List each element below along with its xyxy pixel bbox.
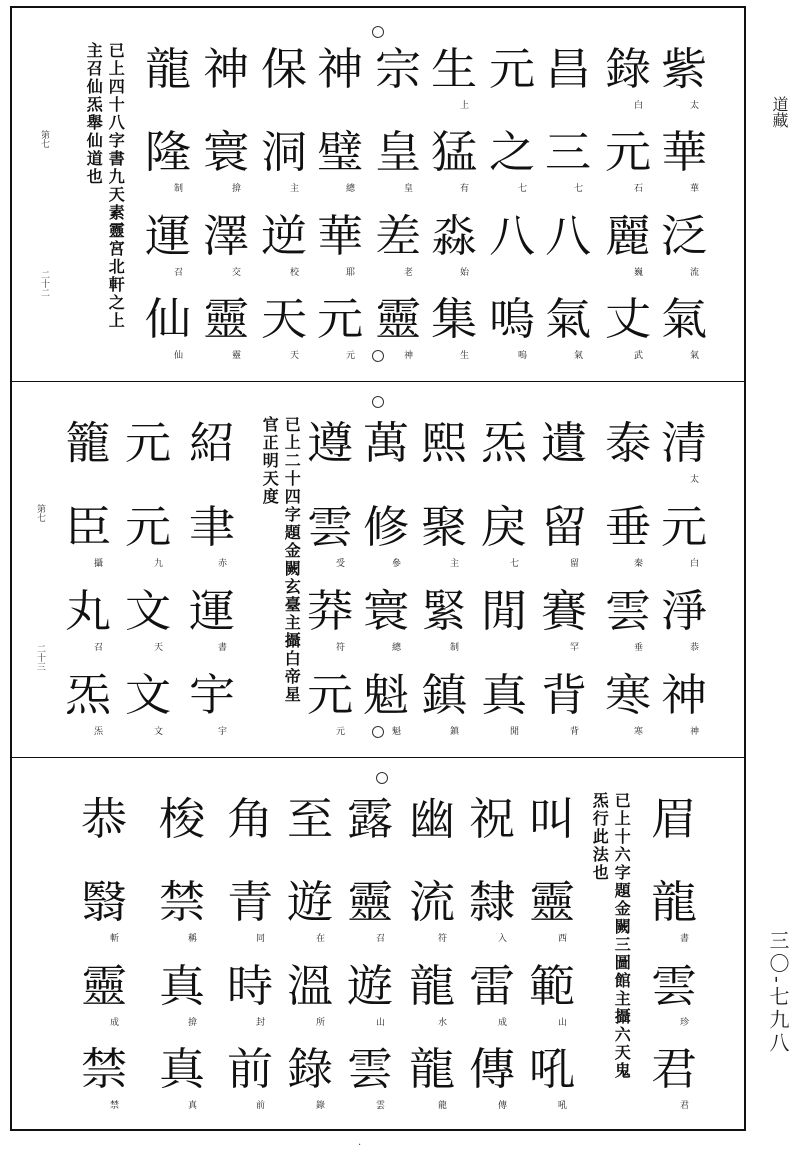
gloss-annotation: 珍: [680, 1017, 690, 1028]
seal-character: 差: [374, 210, 420, 262]
seal-column: [484, 28, 538, 362]
seal-column: [140, 28, 194, 362]
seal-character: 猛: [430, 127, 476, 179]
gloss-annotation: 靈: [232, 351, 242, 361]
seal-character: 寰: [202, 127, 248, 179]
seal-column: [370, 28, 424, 362]
gloss-annotation: 符: [438, 934, 448, 944]
gloss-annotation: 同: [256, 934, 266, 944]
seal-column: [184, 402, 238, 738]
seal-character: 淼: [430, 210, 476, 262]
seal-character: 祝: [468, 793, 514, 845]
seal-character: 叫: [528, 793, 574, 845]
seal-column: [76, 778, 130, 1112]
seal-character: 雲: [650, 960, 696, 1012]
gloss-annotation: 校: [290, 267, 300, 278]
seal-character: 溫: [286, 960, 332, 1012]
gloss-annotation: 恭: [690, 643, 700, 653]
seal-character: 傳: [468, 1044, 514, 1096]
page-number: 三〇‐七九八: [766, 930, 790, 1055]
gloss-annotation: 參: [392, 559, 402, 569]
caption-note: 已上四十八字書九天素靈宮北軒之上: [106, 42, 126, 330]
seal-character: 華: [660, 127, 706, 179]
seal-character: 集: [430, 294, 476, 346]
seal-character: 錄: [286, 1044, 332, 1096]
seal-character: 宗: [374, 43, 420, 95]
seal-character: 幽: [408, 793, 454, 845]
gloss-annotation: 總: [392, 643, 402, 653]
gloss-annotation: 水: [438, 1017, 448, 1028]
seal-character: 靈: [528, 877, 574, 929]
gloss-annotation: 元: [346, 351, 356, 361]
gloss-annotation: 稱: [188, 934, 198, 944]
seal-character: 之: [488, 127, 534, 179]
seal-character: 龍: [144, 43, 190, 95]
seal-character: 流: [408, 877, 454, 929]
seal-character: 元: [660, 502, 706, 553]
seal-character: 寰: [362, 586, 408, 637]
gloss-annotation: 鎮: [450, 727, 460, 737]
gloss-annotation: 制: [174, 184, 184, 194]
seal-column: [222, 778, 276, 1112]
gloss-annotation: 封: [256, 1017, 266, 1028]
seal-character: 澤: [202, 210, 248, 262]
seal-column: [646, 778, 700, 1112]
gloss-annotation: 交: [232, 267, 242, 278]
gloss-annotation: 雲: [376, 1101, 386, 1111]
seal-character: 遺: [540, 418, 586, 469]
seal-character: 丸: [64, 586, 110, 637]
gloss-annotation: 氣: [574, 351, 584, 361]
seal-character: 籠: [64, 418, 110, 469]
gloss-annotation: 赤: [218, 559, 228, 569]
folio-mark: 第七: [35, 504, 45, 522]
gloss-annotation: 上: [460, 100, 470, 111]
seal-character: 丈: [604, 294, 650, 346]
gloss-annotation: 七: [574, 184, 584, 194]
seal-character: 恭: [80, 793, 126, 845]
gloss-annotation: 流: [690, 267, 700, 278]
gloss-annotation: 召: [94, 643, 104, 653]
gloss-annotation: 西: [558, 934, 568, 944]
seal-character: 璧: [316, 127, 362, 179]
gloss-annotation: 背: [570, 727, 580, 737]
seal-character: 紹: [188, 418, 234, 469]
gloss-annotation: 宇: [218, 727, 228, 737]
seal-character: 臣: [64, 502, 110, 553]
gloss-annotation: 山: [558, 1017, 568, 1028]
seal-character: 保: [260, 43, 306, 95]
seal-character: 運: [144, 210, 190, 262]
gloss-annotation: 嗚: [518, 351, 528, 361]
gloss-annotation: 華: [690, 184, 700, 194]
seal-character: 天: [260, 294, 306, 346]
seal-character: 寒: [604, 670, 650, 721]
seal-character: 雲: [306, 502, 352, 553]
seal-character: 修: [362, 502, 408, 553]
seal-column: [524, 778, 578, 1112]
seal-character: 範: [528, 960, 574, 1012]
seal-character: 運: [188, 586, 234, 637]
seal-character: 禁: [80, 1044, 126, 1096]
seal-character: 洞: [260, 127, 306, 179]
seal-column: [120, 402, 174, 738]
seal-character: 元: [124, 502, 170, 553]
seal-character: 紫: [660, 43, 706, 95]
seal-character: 龍: [650, 877, 696, 929]
seal-column: [540, 28, 594, 362]
seal-character: 角: [226, 793, 272, 845]
seal-character: 時: [226, 960, 272, 1012]
gloss-annotation: 七: [518, 184, 528, 194]
seal-character: 炁: [64, 670, 110, 721]
seal-character: 靈: [80, 960, 126, 1012]
seal-character: 三: [544, 127, 590, 179]
seal-character: 眉: [650, 793, 696, 845]
gloss-annotation: 老: [404, 267, 414, 278]
caption-note: 主召仙炁舉仙道也: [84, 42, 104, 186]
seal-character: 昌: [544, 43, 590, 95]
folio-mark: 二十二: [39, 270, 49, 297]
seal-character: 神: [660, 670, 706, 721]
seal-character: 華: [316, 210, 362, 262]
seal-character: 神: [202, 43, 248, 95]
gloss-annotation: 神: [404, 351, 414, 361]
seal-column: [302, 402, 356, 738]
seal-column: [416, 402, 470, 738]
seal-character: 萬: [362, 418, 408, 469]
seal-column: [282, 778, 336, 1112]
seal-character: 聚: [420, 502, 466, 553]
seal-character: 清: [660, 418, 706, 469]
gloss-annotation: 垂: [634, 643, 644, 653]
gloss-annotation: 禁: [110, 1101, 120, 1111]
seal-character: 戾: [480, 502, 526, 553]
gloss-annotation: 天: [290, 351, 300, 361]
seal-character: 元: [488, 43, 534, 95]
seal-character: 真: [480, 670, 526, 721]
folio-mark: 二十三: [35, 644, 45, 671]
seal-character: 靈: [346, 877, 392, 929]
seal-character: 宇: [188, 670, 234, 721]
gloss-annotation: 山: [376, 1017, 386, 1028]
seal-character: 垂: [604, 502, 650, 553]
seal-character: 賽: [540, 586, 586, 637]
gloss-annotation: 龍: [438, 1101, 448, 1111]
seal-character: 翳: [80, 877, 126, 929]
seal-character: 文: [124, 586, 170, 637]
seal-character: 錄: [604, 43, 650, 95]
gloss-annotation: 成: [498, 1017, 508, 1028]
gloss-annotation: 白: [690, 559, 700, 569]
seal-character: 隸: [468, 877, 514, 929]
seal-character: 雲: [346, 1044, 392, 1096]
seal-character: 八: [544, 210, 590, 262]
gloss-annotation: 書: [218, 643, 228, 653]
gloss-annotation: 七: [510, 559, 520, 569]
gloss-annotation: 書: [680, 934, 690, 944]
seal-column: [656, 402, 710, 738]
section-2: [12, 384, 744, 756]
gloss-annotation: 白: [634, 100, 644, 111]
gloss-annotation: 制: [450, 643, 460, 653]
gloss-annotation: 攝: [94, 559, 104, 569]
seal-character: 淨: [660, 586, 706, 637]
seal-character: 真: [158, 1044, 204, 1096]
gloss-annotation: 召: [174, 267, 184, 278]
seal-column: [358, 402, 412, 738]
seal-column: [476, 402, 530, 738]
seal-column: [60, 402, 114, 738]
seal-column: [656, 28, 710, 362]
seal-character: 元: [604, 127, 650, 179]
gloss-annotation: 揜: [188, 1017, 198, 1028]
gloss-annotation: 魁: [392, 727, 402, 737]
gloss-annotation: 主: [450, 559, 460, 569]
seal-character: 緊: [420, 586, 466, 637]
seal-character: 前: [226, 1044, 272, 1096]
seal-character: 文: [124, 670, 170, 721]
gloss-annotation: 生: [460, 351, 470, 361]
seal-character: 神: [316, 43, 362, 95]
seal-column: [342, 778, 396, 1112]
seal-character: 龍: [408, 960, 454, 1012]
section-3: [12, 760, 744, 1130]
seal-character: 氣: [660, 294, 706, 346]
seal-column: [536, 402, 590, 738]
seal-column: [464, 778, 518, 1112]
gloss-annotation: 神: [690, 727, 700, 737]
gloss-annotation: 真: [188, 1101, 198, 1111]
seal-character: 元: [316, 294, 362, 346]
seal-column: [600, 402, 654, 738]
seal-character: 禁: [158, 877, 204, 929]
seal-character: 熙: [420, 418, 466, 469]
gloss-annotation: 皇: [404, 184, 414, 194]
gloss-annotation: 寒: [634, 727, 644, 737]
gloss-annotation: 總: [346, 184, 356, 194]
seal-character: 閒: [480, 586, 526, 637]
seal-character: 露: [346, 793, 392, 845]
gloss-annotation: 前: [256, 1101, 266, 1111]
gloss-annotation: 耶: [346, 267, 356, 278]
gloss-annotation: 成: [110, 1017, 120, 1028]
collection-title: 道藏: [770, 96, 789, 128]
gloss-annotation: 揜: [232, 184, 242, 194]
seal-character: 莽: [306, 586, 352, 637]
seal-column: [256, 28, 310, 362]
gloss-annotation: 秦: [634, 559, 644, 569]
folio-mark: 第七: [39, 130, 49, 148]
caption-note: 官正明天度: [260, 416, 280, 506]
seal-character: 遵: [306, 418, 352, 469]
seal-character: 青: [226, 877, 272, 929]
gloss-annotation: 君: [680, 1101, 690, 1111]
seal-character: 君: [650, 1044, 696, 1096]
seal-character: 皇: [374, 127, 420, 179]
seal-character: 梭: [158, 793, 204, 845]
gloss-annotation: 有: [460, 184, 470, 194]
seal-character: 泛: [660, 210, 706, 262]
gloss-annotation: 主: [290, 184, 300, 194]
section-1: [12, 10, 744, 380]
seal-character: 炁: [480, 418, 526, 469]
seal-character: 隆: [144, 127, 190, 179]
gloss-annotation: 留: [570, 559, 580, 569]
gloss-annotation: 吼: [558, 1101, 568, 1111]
caption-note: 炁行此法也: [590, 792, 610, 882]
gloss-annotation: 符: [336, 643, 346, 653]
caption-note: 已上十六字題金闕三圖館主攝六天鬼: [612, 792, 632, 1080]
bottom-mark: ·: [358, 1140, 362, 1151]
gloss-annotation: 天: [154, 643, 164, 653]
seal-character: 龍: [408, 1044, 454, 1096]
seal-character: 真: [158, 960, 204, 1012]
seal-column: [426, 28, 480, 362]
gloss-annotation: 入: [498, 934, 508, 944]
gloss-annotation: 炁: [94, 727, 104, 737]
gloss-annotation: 巍: [634, 267, 644, 278]
seal-character: 鎮: [420, 670, 466, 721]
seal-character: 嗚: [488, 294, 534, 346]
gloss-annotation: 受: [336, 559, 346, 569]
seal-character: 雷: [468, 960, 514, 1012]
seal-character: 元: [124, 418, 170, 469]
seal-character: 生: [430, 43, 476, 95]
seal-character: 遊: [346, 960, 392, 1012]
seal-character: 背: [540, 670, 586, 721]
section-divider: [10, 757, 746, 758]
section-divider: [10, 381, 746, 382]
gloss-annotation: 傳: [498, 1101, 508, 1111]
seal-character: 靈: [202, 294, 248, 346]
seal-column: [312, 28, 366, 362]
gloss-annotation: 錄: [316, 1101, 326, 1111]
gloss-annotation: 斬: [110, 934, 120, 944]
seal-column: [600, 28, 654, 362]
seal-character: 仙: [144, 294, 190, 346]
seal-character: 至: [286, 793, 332, 845]
seal-character: 吼: [528, 1044, 574, 1096]
gloss-annotation: 石: [634, 184, 644, 194]
gloss-annotation: 在: [316, 934, 326, 944]
gloss-annotation: 太: [690, 475, 700, 485]
seal-character: 元: [306, 670, 352, 721]
gloss-annotation: 召: [376, 934, 386, 944]
seal-character: 逆: [260, 210, 306, 262]
gloss-annotation: 閒: [510, 727, 520, 737]
seal-column: [154, 778, 208, 1112]
gloss-annotation: 始: [460, 267, 470, 278]
gloss-annotation: 所: [316, 1017, 326, 1028]
seal-character: 遊: [286, 877, 332, 929]
seal-column: [198, 28, 252, 362]
caption-note: 已上二十四字題金闕玄臺主攝白帝星: [282, 416, 302, 704]
gloss-annotation: 九: [154, 559, 164, 569]
gloss-annotation: 氣: [690, 351, 700, 361]
gloss-annotation: 文: [154, 727, 164, 737]
seal-character: 雲: [604, 586, 650, 637]
gloss-annotation: 元: [336, 727, 346, 737]
gloss-annotation: 武: [634, 351, 644, 361]
seal-character: 泰: [604, 418, 650, 469]
seal-character: 留: [540, 502, 586, 553]
gloss-annotation: 罕: [570, 643, 580, 653]
seal-character: 魁: [362, 670, 408, 721]
gloss-annotation: 太: [690, 100, 700, 111]
seal-character: 聿: [188, 502, 234, 553]
seal-character: 八: [488, 210, 534, 262]
seal-character: 靈: [374, 294, 420, 346]
seal-column: [404, 778, 458, 1112]
seal-character: 氣: [544, 294, 590, 346]
gloss-annotation: 仙: [174, 351, 184, 361]
seal-character: 麗: [604, 210, 650, 262]
